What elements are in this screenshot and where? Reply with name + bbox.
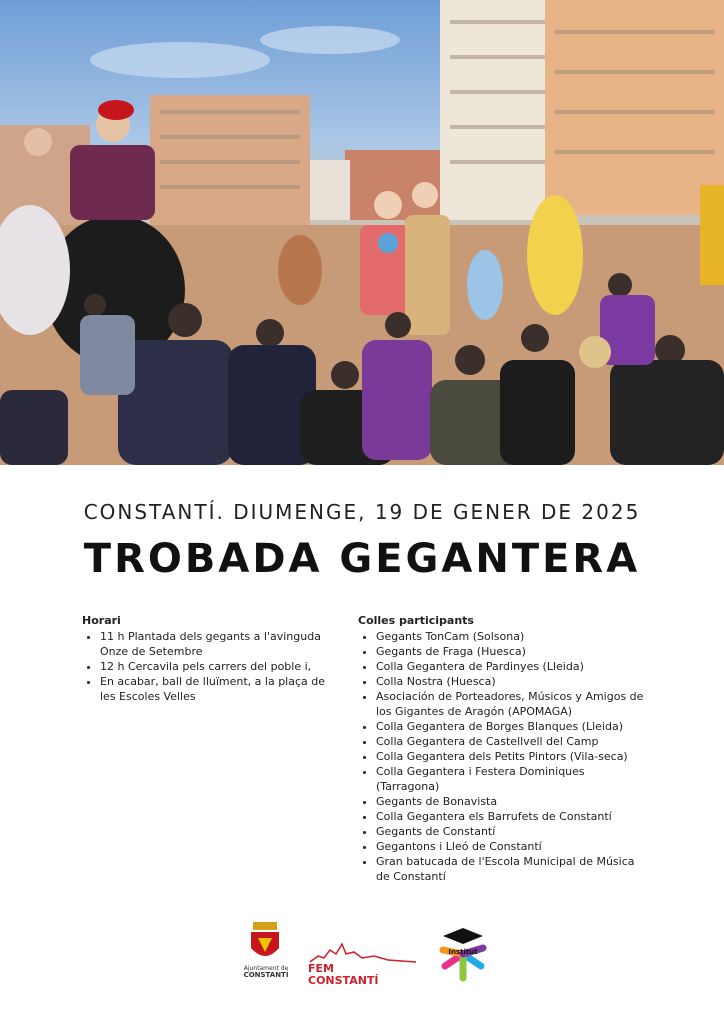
ajuntament-logo-text: Ajuntament de CONSTANTÍ — [243, 965, 289, 979]
giants-scene-icon — [0, 0, 724, 465]
schedule-section — [82, 613, 332, 704]
list-item: • Gegants TonCam (Solsona) — [376, 629, 648, 644]
event-title: TROBADA GEGANTERA — [83, 536, 641, 582]
list-item: • Gegantons i Lleó de Constantí — [376, 839, 648, 854]
festival-photo — [0, 0, 724, 465]
list-item: • Gegants de Constantí — [376, 824, 648, 839]
fem-constanti-logo-text: FEM CONSTANTÍ — [308, 962, 379, 987]
event-subtitle: CONSTANTÍ. DIUMENGE, 19 DE GENER DE 2025 — [83, 500, 641, 524]
participants-section — [358, 613, 648, 884]
list-item: • Colla Gegantera de Castellvell del Camp — [376, 734, 648, 749]
list-item: • Colla Nostra (Huesca) — [376, 674, 648, 689]
schedule-heading: Horari — [82, 614, 121, 627]
list-item: • 11 h Plantada dels gegants a l'avinguda Onze de Setembre — [100, 629, 332, 659]
schedule-list — [82, 629, 332, 704]
participants-list — [358, 629, 648, 884]
list-item: • Colla Gegantera i Festera Dominiques (Tarragona) — [376, 764, 648, 794]
participants-heading: Colles participants — [358, 614, 474, 627]
list-item: • Gegants de Bonavista — [376, 794, 648, 809]
list-item: • Colla Gegantera de Borges Blanques (Lleida) — [376, 719, 648, 734]
coat-of-arms-icon — [248, 922, 282, 964]
list-item: • Gran batucada de l'Escola Municipal de Música de Constantí — [376, 854, 648, 884]
list-item: • Colla Gegantera els Barrufets de Constantí — [376, 809, 648, 824]
list-item: • En acabar, ball de lluïment, a la plaça de les Escoles Velles — [100, 674, 332, 704]
list-item: • Colla Gegantera de Pardinyes (Lleida) — [376, 659, 648, 674]
list-item: • Gegants de Fraga (Huesca) — [376, 644, 648, 659]
list-item: • 12 h Cercavila pels carrers del poble i, — [100, 659, 332, 674]
list-item: • Colla Gegantera dels Petits Pintors (Vila-seca) — [376, 749, 648, 764]
institut-logo-text: Institut — [448, 948, 478, 956]
list-item: • Asociación de Porteadores, Músicos y Amigos de los Gigantes de Aragón (APOMAGA) — [376, 689, 648, 719]
fem-constanti-skyline-icon — [308, 938, 418, 964]
